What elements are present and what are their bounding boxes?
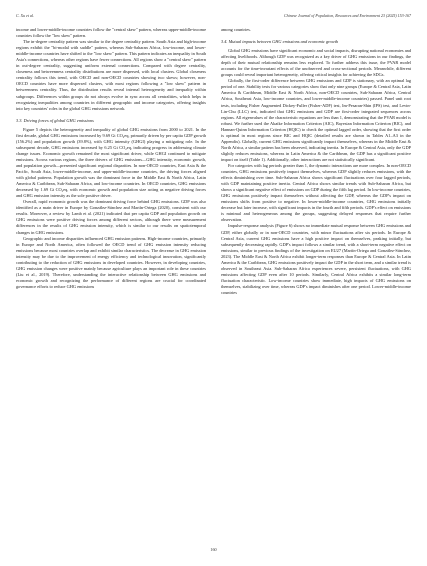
left-paragraph-2: The in-degree centrality pattern was similar to the degree centrality pattern. South Asia and high-income regions exhibit the "bi-modal with saddle" pattern, whereas Sub-Saharan Africa, low-income, and lower-middle-income countries have shifted to the "low skew" pattern. This pattern indicates an inequality in South Asia's connections, whereas other regions have fewer connections. All regions show a "central skew" pattern in out-degree centrality, suggesting uniform external connections. Compared with degree centrality, closeness and betweenness centrality distributions are more dispersed, with local clusters. Global closeness centrality follows this trend, with OECD and non-OECD countries showing two skews; however, non-OECD countries have more dispersed clusters, with most regions following a "low skew" pattern in betweenness centrality. Thus, the distribution results reveal internal heterogeneity and inequality within subgroups. Differences within groups do not always evolve in sync across all centralities, which helps in recognizing inequalities among countries in different geographic and income categories, offering insights into key countries' roles in the global GHG emissions network.	[16, 39, 206, 111]
left-paragraph-3: Figure 5 depicts the heterogeneity and inequality of global GHG emissions from 2000 to 2021. In the first decade, global GHG emissions increased by 9.69 Gt CO₂eq, primarily driven by per capita GDP growth (156.2%) and population growth (39.8%), with GHG intensity (GHGI) playing a mitigating role. In the subsequent decade, GHG emissions increased by 6.25 Gt CO₂eq, indicating progress in addressing climate change issues. Economic growth remained the most significant driver, while GHGI continued to mitigate emissions. Across various regions, the three drivers of GHG emissions—GHG intensity, economic growth, and population growth—presented significant regional disparities. In non-OECD countries, East Asia & the Pacific, South Asia, lower-middle-income, and upper-middle-income countries, the driving forces aligned with global patterns. Population growth was the dominant force in the Middle East & North Africa, Latin America & Caribbean, Sub-Saharan Africa, and low-income countries. In OECD countries, GHG emissions decreased by 1.69 Gt CO₂eq, with economic growth and population size acting as negative driving forces and GHG emission intensity as the sole positive driver.	[16, 126, 206, 199]
right-paragraph-3: Globally, the first-order difference between GHG emissions and GDP is stationary, with an optimal lag period of one. Stability tests for various categories show that only nine groups (Europe & Central Asia, Latin America & Caribbean, Middle East & North Africa, non-OECD countries, Sub-Saharan Africa, Central Africa, Southeast Asia, low-income countries, and lower-middle-income countries) passed. Panel unit root tests, including Fisher Augmented Dickey-Fuller (Fisher-ADF) test, Im-Pesaran-Shin (IPS) test, and Levin-Lin-Chu (LLC) test, indicated that GHG emissions and GDP are first-order integrated sequences across regions. All eigenvalues of the characteristic equations are less than 1, demonstrating that the PVAR model is robust. We further used the Akaike Information Criterion (AIC), Bayesian Information Criterion (BIC), and Hannan-Quinn Information Criterion (HQIC) to check the optimal lagged order, showing that the first order is optimal in most regions since BIC and HQIC (detailed results are shown in Tables A1–A3 in the Appendix). Globally, current GHG emissions significantly impact themselves, whereas in the Middle East & North Africa, a similar pattern has been observed, indicating inertia. In Europe & Central Asia, only the GDP slightly reduces emissions, whereas in Latin America & the Caribbean, the GDP has a significant positive impact on itself (Table 1). Additionally, other interactions are not statistically significant.	[221, 78, 411, 162]
running-head	[16, 13, 411, 21]
right-paragraph-4: For categories with lag periods greater than 1, the dynamic interactions are more complex. In non-OECD countries, GHG emissions positively impact themselves, whereas GDP slightly reduces emissions, with the effects diminishing over time. Sub-Saharan Africa shows significant fluctuations over four lagged periods, with GDP maintaining positive inertia. Central Africa shows similar trends with Sub-Saharan Africa, but shows a significant negative effect of emissions on GDP during the fifth lag period. In low-income countries, GHG emissions positively impact themselves without affecting the GDP, whereas the GDP's impact on emissions shifts from positive to negative. In lower-middle-income countries, GHG emissions initially decrease but later increase, with significant impacts in the fourth and fifth periods. GDP's effect on emissions is minimal and heterogeneous among the groups, suggesting delayed responses that require further observation.	[221, 162, 411, 223]
left-column	[16, 27, 206, 290]
section-heading-3-3: 3.3. Driving forces of global GHG emissions	[16, 117, 94, 123]
spacer	[16, 112, 206, 115]
right-column	[221, 27, 411, 296]
section-heading-3-4: 3.4. Mutual impacts between GHG emissions and economic growth	[221, 39, 339, 45]
right-paragraph-2: Global GHG emissions have significant economic and social impacts, disrupting national economies and affecting livelihoods. Although GDP was recognized as a key driver of GHG emissions in our findings, the depth of their mutual relationship remains less explored. To further address this issue, the PVAR model accounts for the time-invariant effects of the unobserved and cross-sectional periods. Meanwhile, different groups could reveal important heterogeneity, offering critical insights for achieving the SDGs.	[221, 48, 411, 78]
left-paragraph-1: income and lower-middle-income countries follow the "central skew" pattern, whereas upper-middle-income countries follow the "low skew" pattern.	[16, 27, 206, 39]
header-authors: C. Xu et al.	[16, 13, 35, 18]
left-paragraph-4: Overall, rapid economic growth was the dominant driving force behind GHG emissions. GDP was also identified as a main driver in Europe by González-Sánchez and Martín-Ortega (2020), consistent with our results. Moreover, a review by Lamb et al. (2021) indicated that per capita GDP and population growth on GHG emissions were positive driving forces among different sectors, although there were measurement differences in the results of GHG emission intensity, which is similar to our results on spatiotemporal changes in GHG emissions.	[16, 199, 206, 235]
spacer	[221, 33, 411, 36]
page-number: 160	[210, 547, 217, 552]
left-paragraph-5: Geographic and income disparities influenced GHG emission patterns. High-income countries, primarily in Europe and North America, often followed the OECD trend of GHG emission intensity reducing emissions because most countries overlap and exhibit similar characteristics. The decrease in GHG emission intensity may be due to the improvement of energy efficiency and technological innovation, significantly contributing to the reduction of GHG emissions in developed countries. However, in developing countries, GHG emission changes were positive mainly because agriculture plays an important role in these countries (Liu et al., 2019). Therefore, understanding the interactive relationship between GHG emissions and economic growth and recognizing the performance of different regions are crucial for coordinated governance efforts to reduce GHG emissions	[16, 235, 206, 289]
right-paragraph-5: Impulse-response analysis (Figure 6) shows no immediate mutual response between GHG emissions and GDP, either globally or in non-OECD countries, with minor fluctuations after six periods. In Europe & Central Asia, current GHG emissions have a high positive impact on themselves, peaking initially, but subsequently decreasing rapidly. GDP's impact follows a similar trend, with a short-term negative effect on emissions, similar to previous findings of the investigation on EU27 (Martín-Ortega and González-Sánchez, 2023). The Middle East & North Africa exhibit longer-term responses than Europe & Central Asia. In Latin America & the Caribbean, GHG emissions positively impact the GDP in the short term, and a similar trend is observed in Southeast Asia. Sub-Saharan Africa experiences severe, persistent fluctuations, with GHG emissions affecting GDP even after 10 periods. Similarly, Central Africa exhibits a similar long-term fluctuation characteristic. Low-income countries show immediate, high impacts of GHG emissions on themselves, stabilizing over time, whereas GDP's impact diminishes after one period. Lower-middle-income countries	[221, 223, 411, 295]
right-paragraph-1: among countries.	[221, 27, 251, 32]
header-journal: Chinese Journal of Population, Resources and Environment 23 (2025) 153-167	[283, 13, 411, 18]
